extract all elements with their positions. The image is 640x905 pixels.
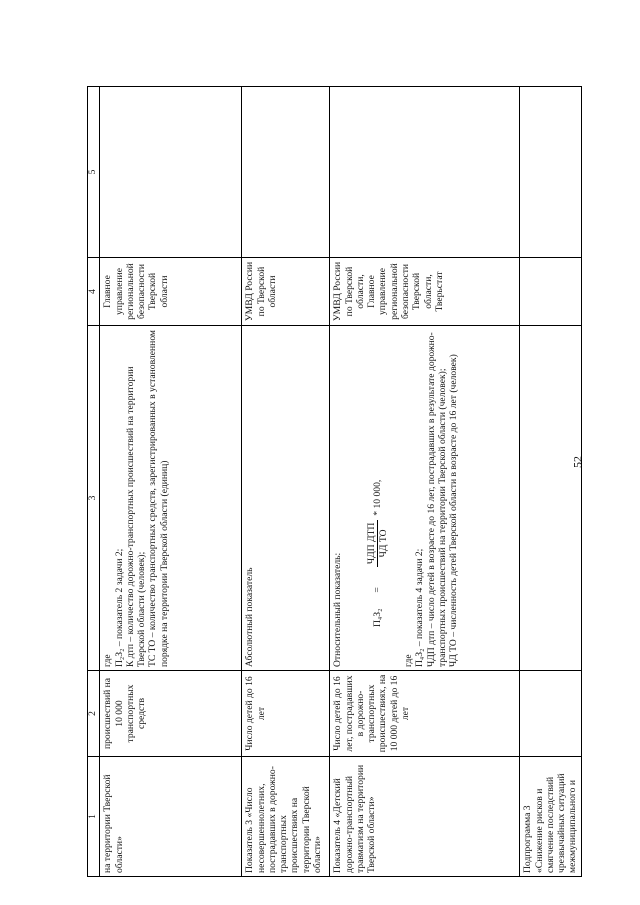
header-cell-3: 3	[88, 326, 100, 671]
formula-eq: =	[371, 587, 383, 593]
method-line: К дтп – количество дорожно-транспортных происшествий на территории Тверской области (человек);	[124, 366, 148, 667]
formula	[366, 329, 390, 667]
method-cell	[100, 326, 242, 671]
table-header-row	[88, 87, 100, 877]
unit-cell: Число детей до 16 лет, пострадавших в дорожно-транспортных происшествиях, на 10 000 детей до 16 лет	[330, 671, 520, 757]
notes-cell	[100, 87, 242, 258]
header-cell-2: 2	[88, 671, 100, 757]
method-cell	[242, 326, 330, 671]
method-line: где	[102, 654, 114, 667]
table-row	[100, 87, 242, 877]
method-line: Абсолютный показатель	[244, 567, 256, 667]
method-line: где	[403, 654, 415, 667]
table-row	[242, 87, 330, 877]
method-line: П₂З₂ – показатель 2 задачи 2;	[113, 548, 125, 667]
unit-cell: Число детей до 16 лет	[242, 671, 330, 757]
formula-fraction	[366, 520, 390, 567]
formula-denominator: ЧД ТО	[377, 529, 389, 558]
header-cell-4: 4	[88, 258, 100, 326]
source-cell: Главное управление региональной безопасности Тверской области	[100, 258, 242, 326]
source-cell: УМВД России по Тверской области, Главное управление региональной безопасности Тверской области, Тверьстат	[330, 258, 520, 326]
table-row	[520, 87, 582, 877]
indicator-name-cell: Показатель 4 «Детский дорожно-транспортный травматизм на территории Тверской области»	[330, 757, 520, 877]
source-cell: УМВД России по Тверской области	[242, 258, 330, 326]
unit-cell: происшествий на 10 000 транспортных средств	[100, 671, 242, 757]
indicator-table	[87, 86, 582, 877]
method-intro: Относительный показатель:	[332, 552, 344, 667]
formula-multiplier: * 10 000,	[371, 479, 383, 516]
indicator-name-cell: Подпрограмма 3 «Снижение рисков и смягчение последствий чрезвычайных ситуаций межмуниципального и	[520, 757, 582, 877]
method-line: ТС ТО – количество транспортных средств, зарегистрированных в установленном порядке на территории Тверской области (единиц)	[147, 329, 170, 667]
header-cell-5: 5	[88, 87, 100, 258]
method-line: ЧДП дтп – число детей в возрасте до 16 лет, пострадавших в результате дорожно-транспортных происшествий на территории Тверской области (человек);	[425, 332, 449, 667]
formula-numerator: ЧДП ДТП	[366, 520, 378, 567]
header-cell-1: 1	[88, 757, 100, 877]
method-line: П₄З₂ – показатель 4 задачи 2;	[414, 548, 426, 667]
page-number: 52	[570, 456, 585, 468]
notes-cell	[520, 87, 582, 258]
method-line: ЧД ТО – численность детей Тверской области в возрасте до 16 лет (человек)	[448, 354, 460, 667]
notes-cell	[330, 87, 520, 258]
indicator-name-cell: Показатель 3 «Число несовершеннолетних, пострадавших в дорожно-транспортных происшествиях на территории Тверской области»	[242, 757, 330, 877]
method-cell	[520, 326, 582, 671]
formula-lhs: П₄З₂	[371, 608, 383, 627]
source-cell	[520, 258, 582, 326]
notes-cell	[242, 87, 330, 258]
table-row	[330, 87, 520, 877]
indicator-name-cell: на территории Тверской области»	[100, 757, 242, 877]
method-cell	[330, 326, 520, 671]
unit-cell	[520, 671, 582, 757]
